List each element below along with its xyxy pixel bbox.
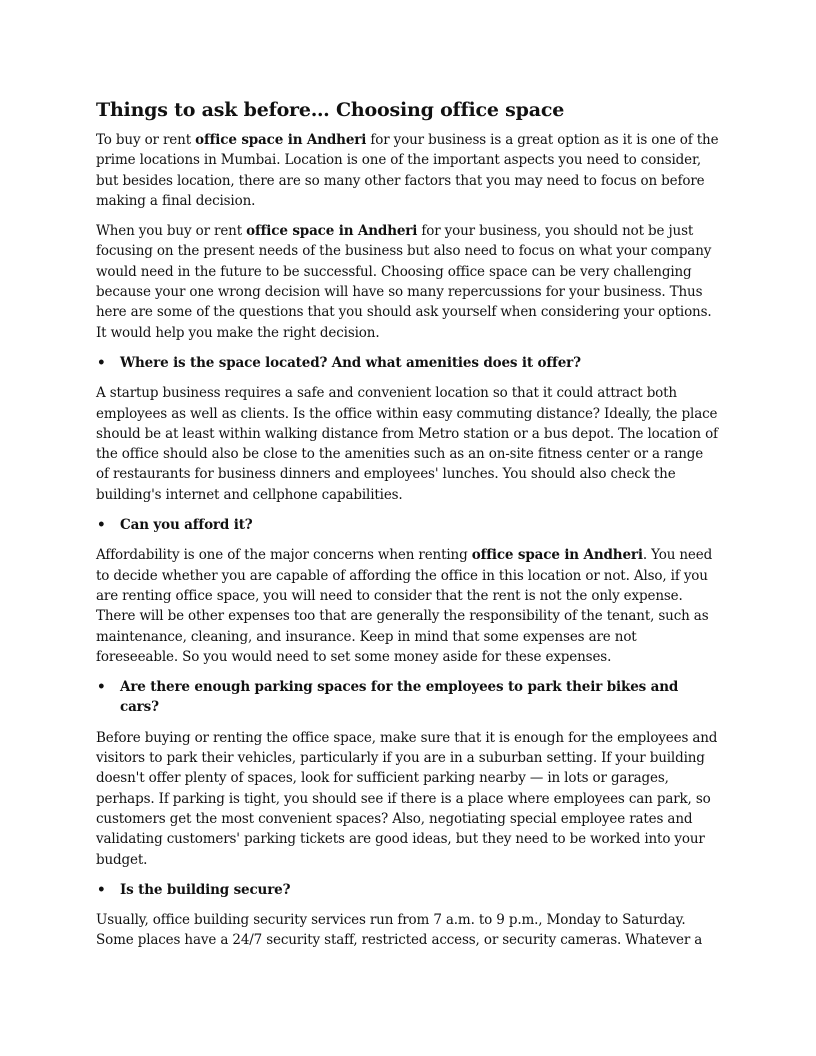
document-page bbox=[96, 96, 720, 961]
answer-security: Usually, office building security services run from 7 a.m. to 9 p.m., Monday to Saturday. Some places have a 24/7 security staff, restricted access, or security cameras. Whatever a bbox=[96, 912, 703, 949]
question-text: Are there enough parking spaces for the employees to park their bikes and cars? bbox=[120, 679, 679, 716]
keyword-bold: office space in Andheri bbox=[471, 547, 643, 564]
page-title: Things to ask before… Choosing office space bbox=[96, 99, 565, 121]
question-text: Where is the space located? And what amenities does it offer? bbox=[120, 354, 581, 371]
answer-text: . You need to decide whether you are capable of affording the office in this location or not. Also, if you are renting office space, you will need to consider that the rent is not the only expense. There will be other expenses too that are generally the responsibility of the tenant, such as maintenance, cleaning, and insurance. Keep in mind that some expenses are not foreseeable. So you would need to set some money aside for these expenses. bbox=[96, 547, 713, 665]
bullet-icon: • bbox=[97, 881, 106, 898]
answer-text: Affordability is one of the major concerns when renting bbox=[96, 547, 472, 564]
question-text: Can you afford it? bbox=[120, 517, 253, 534]
intro-paragraph-2 bbox=[96, 221, 720, 343]
bullet-icon: • bbox=[97, 517, 106, 534]
question-parking bbox=[96, 677, 720, 718]
bullet-icon: • bbox=[97, 354, 106, 371]
question-text: Is the building secure? bbox=[120, 881, 291, 898]
answer-affordability bbox=[96, 545, 720, 667]
question-security bbox=[96, 880, 720, 900]
keyword-bold: office space in Andheri bbox=[195, 132, 367, 148]
intro-paragraph-1 bbox=[96, 130, 720, 211]
intro-text: To buy or rent bbox=[96, 132, 196, 148]
question-location bbox=[96, 353, 720, 373]
intro-text: for your business, you should not be just focusing on the present needs of the business but also need to focus on what your company would need in the future to be successful. Choosing office space can be very challenging because your one wrong decision will have so many repercussions for your business. Thus here are some of the questions that you should ask yourself when considering your options. It would help you make the right decision. bbox=[96, 223, 712, 341]
answer-parking: Before buying or renting the office space, make sure that it is enough for the employees and visitors to park their vehicles, particularly if you are in a suburban setting. If your building doesn't offer plenty of spaces, look for sufficient parking nearby — in lots or garages, perhaps. If parking is tight, you should see if there is a place where employees can park, so customers get the most convenient spaces? Also, negotiating special employee rates and validating customers' parking tickets are good ideas, but they need to be worked into your budget. bbox=[96, 729, 718, 868]
question-affordability bbox=[96, 515, 720, 535]
bullet-icon: • bbox=[97, 679, 106, 696]
intro-text: for your business is a great option as it is one of the prime locations in Mumbai. Location is one of the important aspects you need to consider, but besides location, there are so many other factors that you may need to focus on before making a final decision. bbox=[96, 132, 719, 209]
intro-text: When you buy or rent bbox=[96, 223, 247, 240]
keyword-bold: office space in Andheri bbox=[246, 223, 418, 240]
answer-location: A startup business requires a safe and convenient location so that it could attract both employees as well as clients. Is the office within easy commuting distance? Ideally, the place should be at least within walking distance from Metro station or a bus depot. The location of the office should also be close to the amenities such as an on-site fitness center or a range of restaurants for business dinners and employees' lunches. You should also check the building's internet and cellphone capabilities. bbox=[96, 385, 718, 503]
